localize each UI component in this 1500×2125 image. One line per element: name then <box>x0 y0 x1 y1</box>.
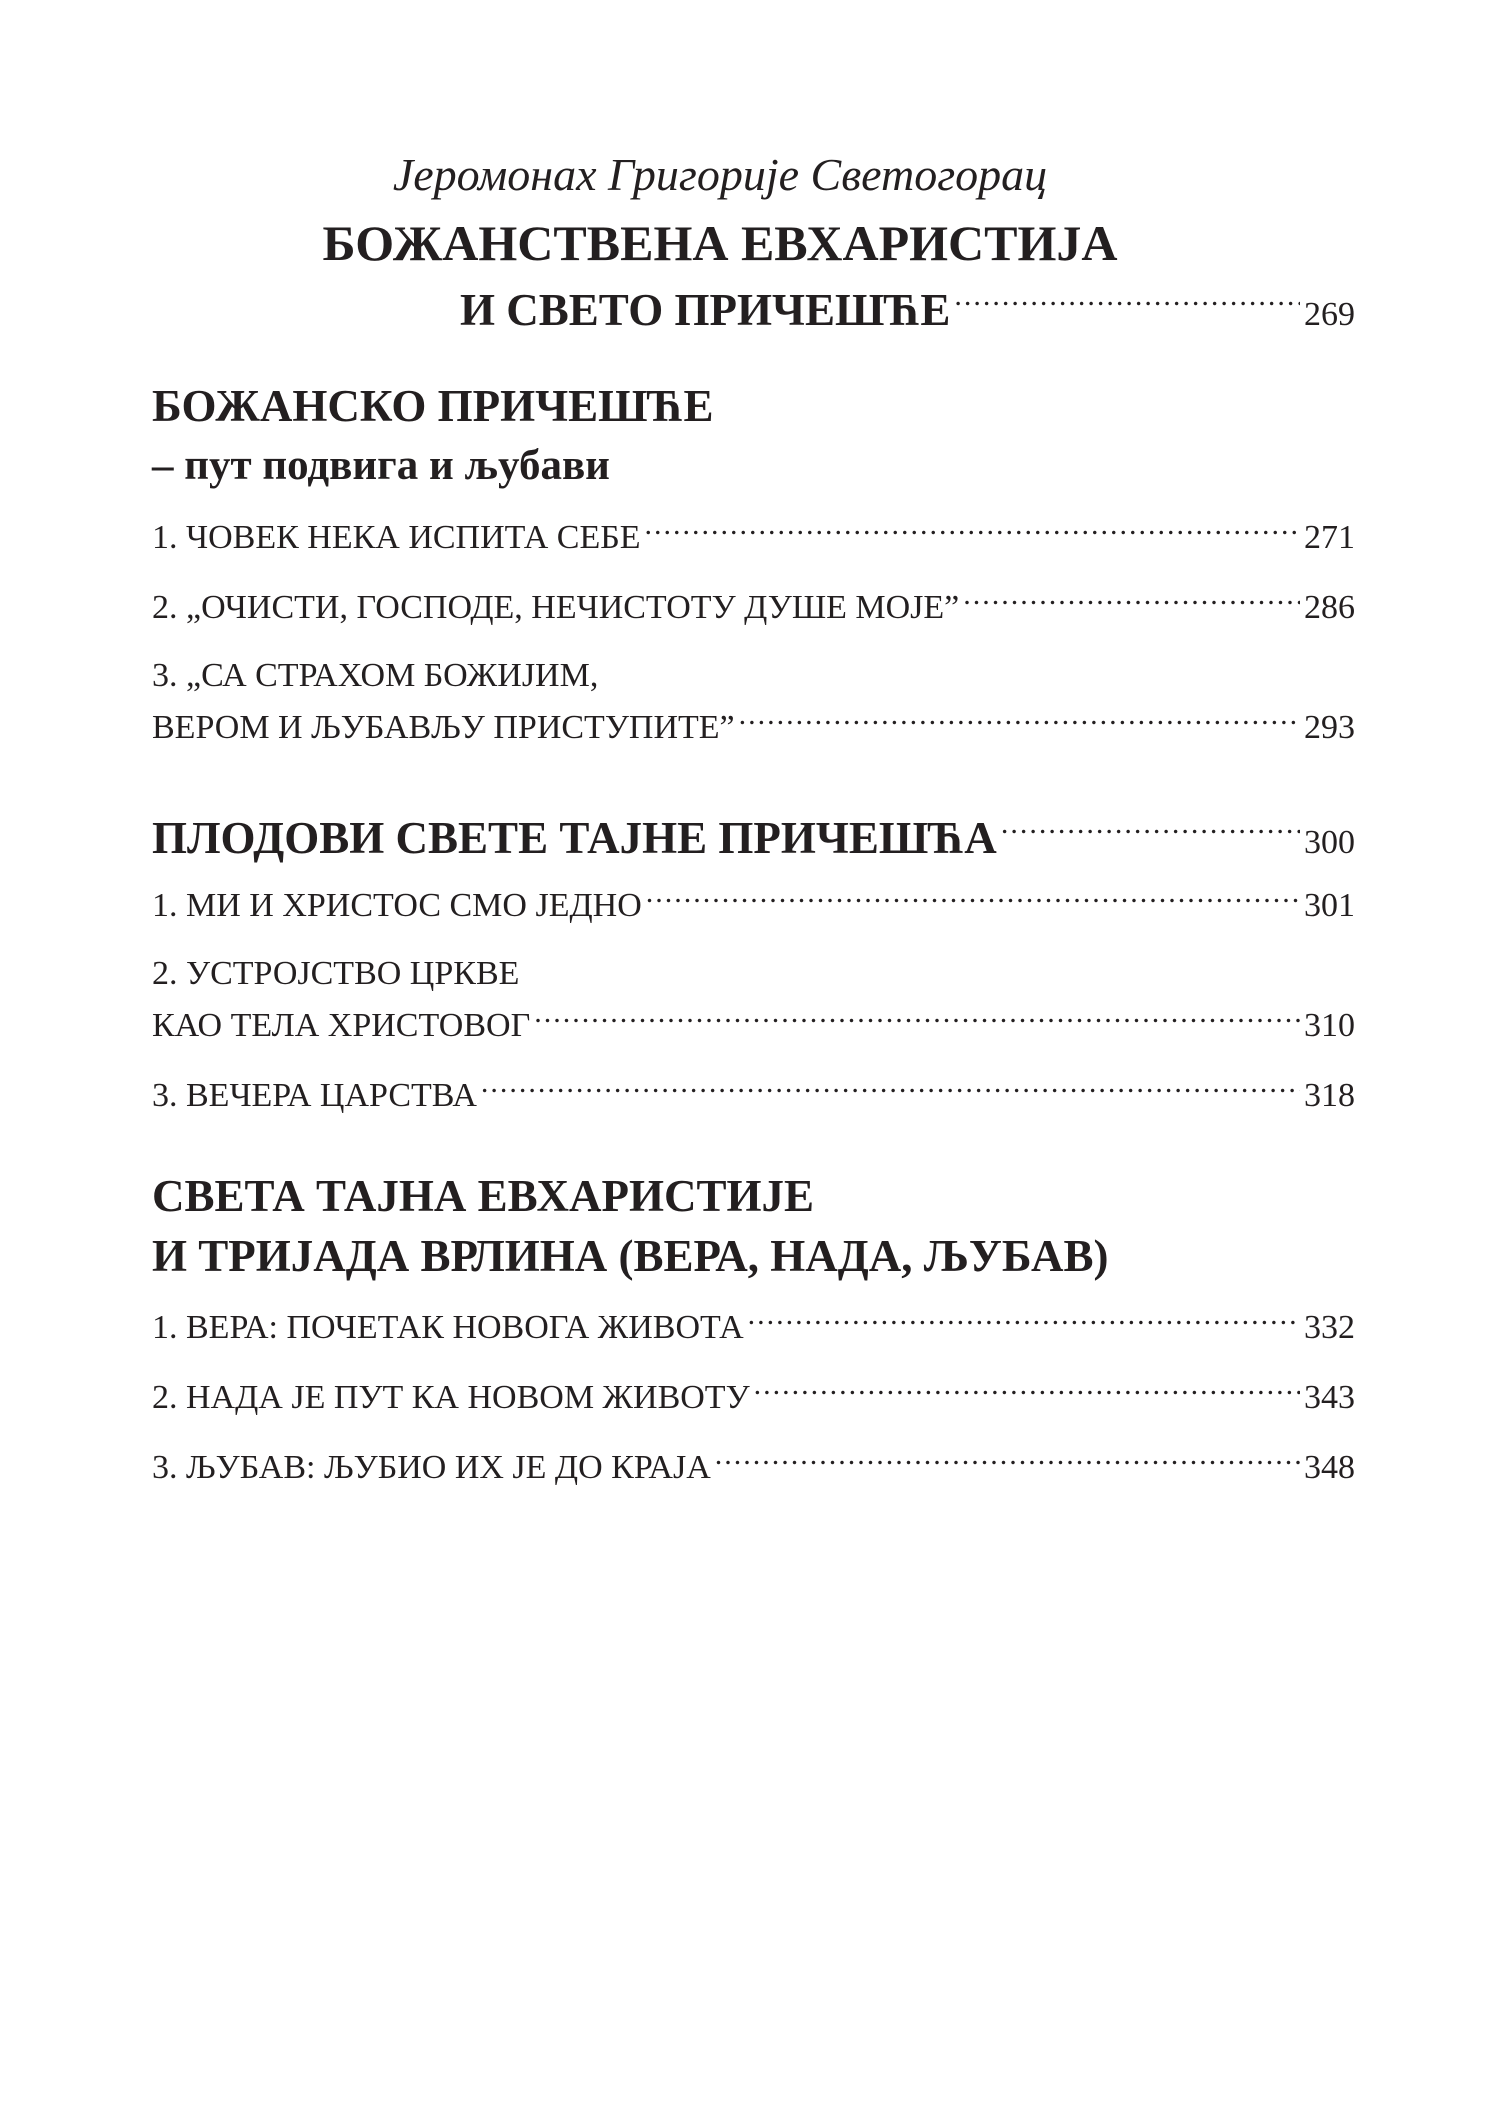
page-number: 318 <box>1304 1077 1355 1114</box>
author-name: Јеромонах Григорије Светогорац <box>392 149 1048 200</box>
toc-entry-label-line-1: 3. „СА СТРАХОМ БОЖИЈИМ, <box>152 657 599 694</box>
page-number: 343 <box>1304 1379 1355 1416</box>
toc-entry-label: КАО ТЕЛА ХРИСТОВОГ <box>152 1007 531 1044</box>
leader-dots <box>715 1444 1300 1478</box>
toc-entry[interactable] <box>152 1072 1355 1118</box>
toc-entry-label: 2. НАДА ЈЕ ПУТ КА НОВОМ ЖИВОТУ <box>152 1379 750 1416</box>
page-number: 286 <box>1304 589 1355 626</box>
toc-entry[interactable] <box>152 1304 1355 1350</box>
toc-entry[interactable] <box>152 882 1355 928</box>
page-number: 300 <box>1304 824 1355 861</box>
leader-dots <box>748 1304 1300 1338</box>
leader-dots <box>534 1002 1300 1036</box>
leader-dots <box>481 1072 1300 1106</box>
page-number: 293 <box>1304 709 1355 746</box>
toc-entry-label-line-1: 2. УСТРОЈСТВО ЦРКВЕ <box>152 955 520 992</box>
toc-entry[interactable] <box>152 1374 1355 1420</box>
toc-entry-label: 2. „ОЧИСТИ, ГОСПОДЕ, НЕЧИСТОТУ ДУШЕ МОЈЕ” <box>152 589 960 626</box>
toc-entry-label: 1. МИ И ХРИСТОС СМО ЈЕДНО <box>152 887 642 924</box>
page-number: 301 <box>1304 887 1355 924</box>
toc-entry[interactable] <box>152 584 1355 630</box>
leader-dots <box>1001 808 1300 853</box>
book-title-row[interactable] <box>460 280 1355 343</box>
section-heading: ПЛОДОВИ СВЕТЕ ТАЈНЕ ПРИЧЕШЋА <box>152 813 997 863</box>
section-heading-line-2: И ТРИЈАДА ВРЛИНА (ВЕРА, НАДА, ЉУБАВ) <box>152 1231 1109 1281</box>
toc-entry-label: ВЕРОМ И ЉУБАВЉУ ПРИСТУПИТЕ” <box>152 709 735 746</box>
book-title-line-1: БОЖАНСТВЕНА ЕВХАРИСТИЈА <box>322 215 1118 271</box>
toc-entry-label: 1. ВЕРА: ПОЧЕТАК НОВОГА ЖИВОТА <box>152 1309 744 1346</box>
book-title-line-2: И СВЕТО ПРИЧЕШЋЕ <box>460 285 951 335</box>
page-number: 332 <box>1304 1309 1355 1346</box>
page-number: 310 <box>1304 1007 1355 1044</box>
toc-entry[interactable] <box>152 1444 1355 1490</box>
leader-dots <box>645 514 1300 548</box>
leader-dots <box>646 882 1300 916</box>
page-number: 271 <box>1304 519 1355 556</box>
page-number: 269 <box>1304 296 1355 333</box>
toc-entry[interactable] <box>152 1002 1355 1048</box>
toc-entry[interactable] <box>152 514 1355 560</box>
leader-dots <box>754 1374 1300 1408</box>
toc-entry-label: 1. ЧОВЕК НЕКА ИСПИТА СЕБЕ <box>152 519 641 556</box>
section-heading: СВЕТА ТАЈНА ЕВХАРИСТИЈЕ <box>152 1171 814 1221</box>
leader-dots <box>963 584 1300 618</box>
section-heading-row[interactable] <box>152 808 1355 871</box>
toc-entry-label: 3. ВЕЧЕРА ЦАРСТВА <box>152 1077 477 1114</box>
leader-dots <box>954 280 1300 325</box>
toc-entry[interactable] <box>152 704 1355 750</box>
toc-entry-label: 3. ЉУБАВ: ЉУБИО ИХ ЈЕ ДО КРАЈА <box>152 1449 711 1486</box>
leader-dots <box>739 704 1300 738</box>
section-subheading: – пут подвига и љубави <box>152 442 610 489</box>
page-number: 348 <box>1304 1449 1355 1486</box>
section-heading: БОЖАНСКО ПРИЧЕШЋЕ <box>152 381 714 431</box>
